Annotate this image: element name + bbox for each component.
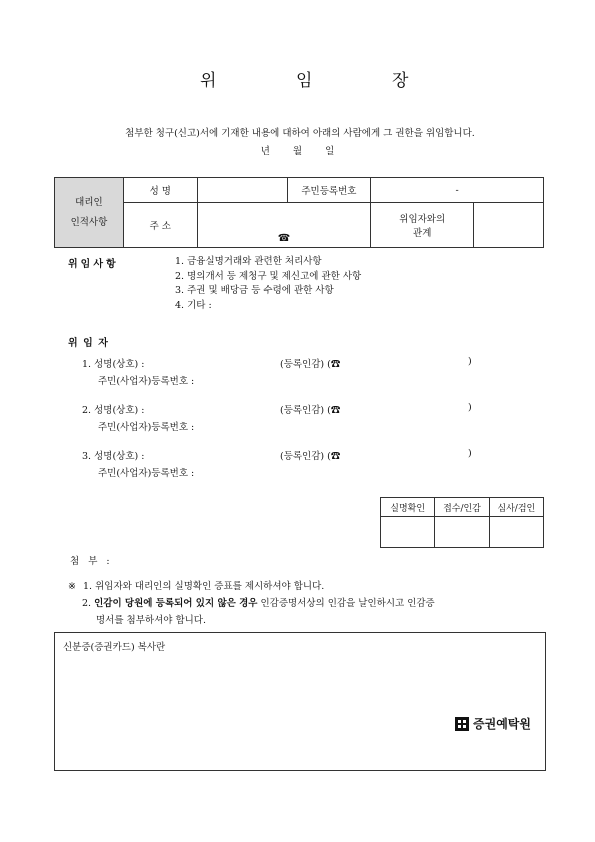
- check-cell-2[interactable]: [435, 517, 489, 548]
- principal-1-seal: (등록인감) (☎: [280, 359, 341, 370]
- agent-info-table: [54, 177, 544, 248]
- date-year: 년: [260, 146, 270, 157]
- delegation-items: [175, 255, 361, 313]
- name-label: 성 명: [123, 178, 197, 203]
- principal-3-reg: 주민(사업자)등록번호 :: [98, 468, 195, 479]
- check-header-1: 실명확인: [381, 498, 435, 517]
- intro-text: 첨부한 청구(신고)서에 기재한 내용에 대하여 아래의 사람에게 그 권한을 위임합니다.: [125, 128, 475, 139]
- agent-section-label: 대리인 인적사항: [55, 178, 124, 248]
- agent-rrn-field[interactable]: -: [371, 178, 544, 203]
- id-copy-caption: 신분증(증권카드) 복사란: [63, 642, 166, 653]
- note-2-prefix: 2.: [82, 598, 95, 609]
- note-2-rest: 인감증명서상의 인감을 날인하시고 인감증: [257, 598, 435, 609]
- agent-name-field[interactable]: [197, 178, 287, 203]
- ksd-logo-icon: [455, 717, 469, 731]
- delegation-item: 1. 금융실명거래와 관련한 처리사항: [175, 256, 322, 267]
- phone-icon: ☎: [277, 233, 291, 244]
- date-line: [0, 143, 595, 157]
- principal-3-close: ): [468, 448, 472, 459]
- delegation-label: 위임사항: [68, 259, 119, 270]
- document-title: [0, 66, 595, 90]
- principal-2-seal: (등록인감) (☎: [280, 405, 341, 416]
- note-1: 1. 위임자와 대리인의 실명확인 증표를 제시하셔야 합니다.: [83, 581, 325, 592]
- check-cell-1[interactable]: [381, 517, 435, 548]
- rrn-label: 주민등록번호: [287, 178, 371, 203]
- office-check-table: [380, 497, 544, 548]
- agent-address-field[interactable]: [197, 203, 371, 248]
- principal-2-reg: 주민(사업자)등록번호 :: [98, 422, 195, 433]
- date-day: 일: [325, 146, 335, 157]
- title-char-1: 위: [200, 71, 217, 91]
- note-3: 명서를 첨부하셔야 합니다.: [96, 615, 207, 626]
- principal-1-close: ): [468, 356, 472, 367]
- ksd-logo: [455, 715, 531, 732]
- delegation-item: 3. 주권 및 배당금 등 수령에 관한 사항: [175, 285, 334, 296]
- logo-text: 증권예탁원: [473, 717, 531, 731]
- delegation-item: 4. 기타 :: [175, 299, 212, 311]
- relation-label: 위임자와의 관계: [371, 203, 474, 248]
- principal-2-name: 2. 성명(상호) :: [82, 405, 145, 416]
- address-label: 주 소: [123, 203, 197, 248]
- principal-label: 위 임 자: [68, 338, 109, 349]
- principal-3-name: 3. 성명(상호) :: [82, 451, 145, 462]
- attachment-label: 첨 부 :: [70, 556, 113, 567]
- principal-3-seal: (등록인감) (☎: [280, 451, 341, 462]
- check-cell-3[interactable]: [489, 517, 543, 548]
- id-copy-box: [54, 632, 546, 771]
- title-char-3: 장: [392, 71, 409, 91]
- notes-mark: ※: [68, 581, 76, 592]
- delegation-item: 2. 명의개서 등 제청구 및 제신고에 관한 사항: [175, 270, 362, 282]
- principal-1-name: 1. 성명(상호) :: [82, 359, 145, 370]
- principal-2-close: ): [468, 402, 472, 413]
- check-header-2: 접수/인감: [435, 498, 489, 517]
- note-2-emphasis: 인감이 당원에 등록되어 있지 않은 경우: [94, 598, 258, 609]
- principal-1-reg: 주민(사업자)등록번호 :: [98, 376, 195, 387]
- agent-relation-field[interactable]: [474, 203, 544, 248]
- check-header-3: 심사/검인: [489, 498, 543, 517]
- title-char-2: 임: [296, 71, 313, 91]
- date-month: 월: [292, 146, 303, 157]
- notes: [68, 578, 548, 629]
